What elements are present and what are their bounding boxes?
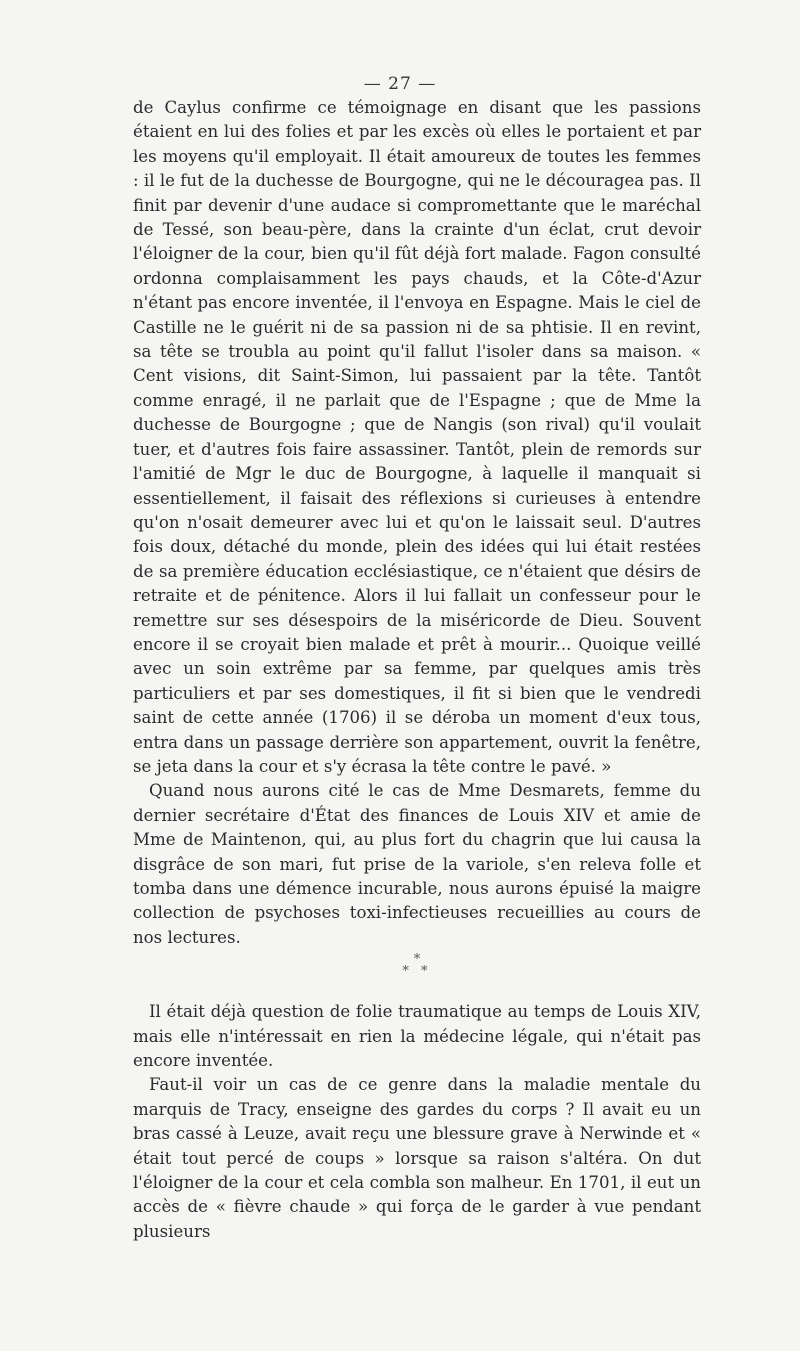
paragraph-3: Il était déjà question de folie traumatique au temps de Louis XIV, mais elle n'intéressait en rien la médecine légale, qui n'était pas encore inventée. [133,1002,701,1071]
paragraph-1: de Caylus confirme ce témoignage en disant que les passions étaient en lui des folies et par les excès où elles le portaient et par les moyens qu'il employait. Il était amoureux de toutes les femmes : il le fut de la duchesse de Bourgogne, qui ne le découragea pas. Il finit par devenir d'une audace si compromettante que le maréchal de Tessé, son beau-père, dans la crainte d'un éclat, crut devoir l'éloigner de la cour, bien qu'il fût déjà fort malade. Fagon consulté ordonna complaisamment les pays chauds, et la Côte-d'Azur n'étant pas encore inventée, il l'envoya en Espagne. Mais le ciel de Castille ne le guérit ni de sa passion ni de sa phtisie. Il en revint, sa tête se troubla au point qu'il fallut l'isoler dans sa maison. « Cent visions, dit Saint-Simon, lui passaient par la tête. Tantôt comme enragé, il ne parlait que de l'Espagne ; que de Mme la duchesse de Bourgogne ; que de Nangis (son rival) qu'il voulait tuer, et d'autres fois faire assassiner. Tantôt, plein de remords sur l'amitié de Mgr le duc de Bourgogne, à laquelle il manquait si essentiellement, il faisait des réflexions si curieuses à entendre qu'on n'osait demeurer avec lui et qu'on le laissait seul. D'autres fois doux, détaché du monde, plein des idées qui lui était restées de sa première éducation ecclésiastique, ce n'étaient que désirs de retraite et de pénitence. Alors il lui fallait un confesseur pour le remettre sur ses désespoirs de la miséricorde de Dieu. Souvent encore il se croyait bien malade et prêt à mourir... Quoique veillé avec un soin extrême par sa femme, par quelques amis très particuliers et par ses domestiques, il fit si bien que le vendredi saint de cette année (1706) il se déroba un moment d'eux tous, entra dans un passage derrière son appartement, ouvrit la fenêtre, se jeta dans la cour et s'y écrasa la tête contre le pavé. » [133,98,701,776]
asterism-bottom: * * [402,964,432,980]
paragraph-2: Quand nous aurons cité le cas de Mme Desmarets, femme du dernier secrétaire d'État des finances de Louis XIV et amie de Mme de Maintenon, qui, au plus fort du chagrin que lui causa la disgrâce de son mari, fut prise de la variole, s'en releva folle et tomba dans une démence incurable, nous aurons épuisé la maigre collection de psychoses toxi-infectieuses recueillies au cours de nos lectures. [133,781,701,947]
paragraph-4: Faut-il voir un cas de ce genre dans la maladie mentale du marquis de Tracy, enseigne des gardes du corps ? Il avait eu un bras cassé à Leuze, avait reçu une blessure grave à Nerwinde et « était tout percé de coups » lorsque sa raison s'altéra. On dut l'éloigner de la cour et cela combla son malheur. En 1701, il eut un accès de « fièvre chaude » qui força de le garder à vue pendant plusieurs [133,1075,701,1241]
section-separator [133,954,701,978]
page-number: — 27 — [363,74,437,94]
body-text [133,96,701,1244]
asterism-top: * [413,952,421,968]
